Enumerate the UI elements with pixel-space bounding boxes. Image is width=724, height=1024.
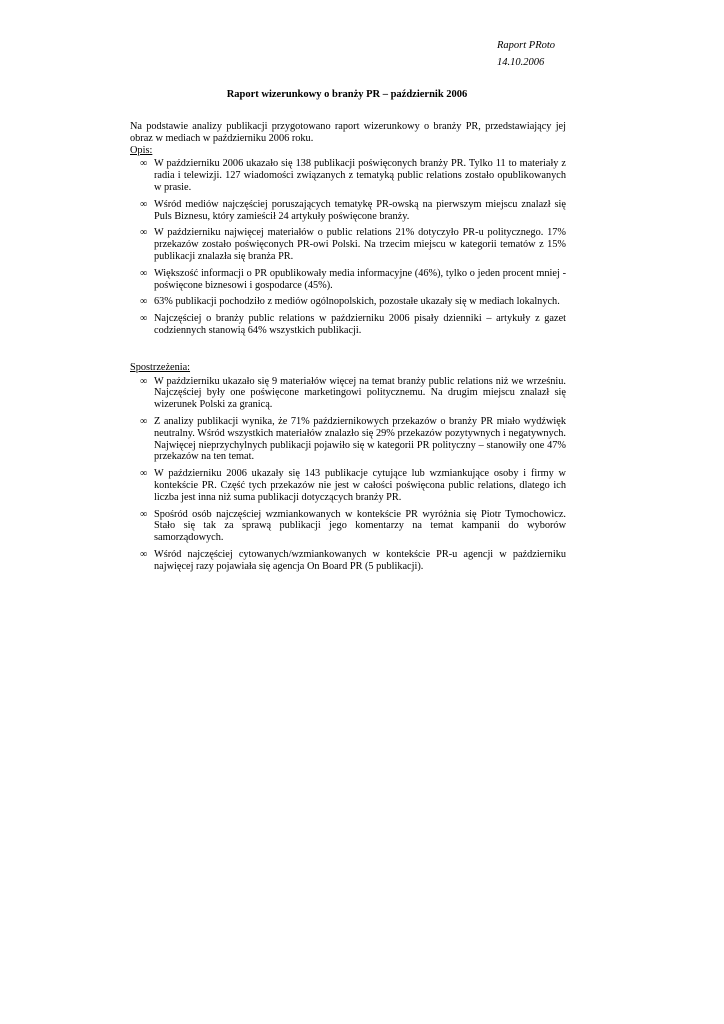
list-item	[130, 509, 566, 544]
section-heading-observations: Spostrzeżenia:	[130, 361, 191, 373]
list-item-text: W październiku ukazało się 9 materiałów więcej na temat branży public relations niż we wrześniu. Najczęściej były one poświęcone marketingowi politycznemu. Na drugim miejscu znalazł się wizerunek Polski za granicą.	[154, 375, 566, 411]
section-observations	[130, 362, 566, 573]
section-heading-description: Opis:	[130, 144, 153, 156]
list-item-text: Większość informacji o PR opublikowały media informacyjne (46%), tylko o jeden procent mniej - poświęcone biznesowi i gospodarce (45%).	[154, 267, 566, 291]
section-spacer	[130, 337, 566, 362]
list-item	[130, 158, 566, 193]
list-item-text: 63% publikacji pochodziło z mediów ogólnopolskich, pozostałe ukazały się w mediach lokalnych.	[154, 296, 560, 308]
document-body	[130, 121, 566, 573]
list-item-text: Spośród osób najczęściej wzmiankowanych w kontekście PR wyróżnia się Piotr Tymochowicz. Stało się tak za sprawą publikacji jego komentarzy na temat kampanii do wyborów samorządowych.	[154, 508, 566, 544]
section-description	[130, 145, 566, 337]
list-item	[130, 313, 566, 337]
list-item-text: Wśród najczęściej cytowanych/wzmiankowanych w kontekście PR-u agencji w październiku najwięcej razy pojawiała się agencja On Board PR (5 publikacji).	[154, 548, 566, 572]
list-item-text: W październiku 2006 ukazało się 138 publikacji poświęconych branży PR. Tylko 11 to materiały z radia i telewizji. 127 wiadomości związanych z tematyką public relations zostało opublikowanych w prasie.	[154, 158, 566, 193]
infinity-bullet-icon: ∞	[140, 198, 148, 210]
list-item-text: Najczęściej o branży public relations w październiku 2006 pisały dzienniki – artykuły z gazet codziennych stanowią 64% wszystkich publikacji.	[154, 313, 566, 336]
list-item	[130, 549, 566, 573]
infinity-bullet-icon: ∞	[140, 415, 148, 427]
document-header	[497, 37, 555, 71]
description-list	[130, 158, 566, 336]
list-item	[130, 268, 566, 292]
header-date: 14.10.2006	[497, 57, 545, 68]
infinity-bullet-icon: ∞	[140, 227, 148, 239]
list-item	[130, 416, 566, 463]
document-title: Raport wizerunkowy o branży PR – październik 2006	[226, 89, 468, 100]
list-item	[130, 227, 566, 262]
header-company: Raport PRoto	[497, 40, 556, 51]
infinity-bullet-icon: ∞	[140, 313, 148, 325]
intro-paragraph: Na podstawie analizy publikacji przygotowano raport wizerunkowy o branży PR, przedstawiający jej obraz w mediach w październiku 2006 roku.	[130, 121, 566, 144]
list-item-text: Wśród mediów najczęściej poruszających tematykę PR-owską na pierwszym miejscu znalazł się Puls Biznesu, który zamieścił 24 artykuły poświęcone branży.	[154, 198, 566, 222]
infinity-bullet-icon: ∞	[140, 296, 148, 308]
observations-list	[130, 376, 566, 573]
list-item-text: W październiku 2006 ukazały się 143 publikacje cytujące lub wzmiankujące osoby i firmy w kontekście PR. Część tych przekazów nie jest w całości poświęcona public relations, dlatego ich liczba jest inna niż suma publikacji dotyczących branży PR.	[154, 468, 566, 503]
list-item	[130, 468, 566, 503]
infinity-bullet-icon: ∞	[140, 468, 148, 480]
infinity-bullet-icon: ∞	[140, 267, 148, 279]
list-item-text: W październiku najwięcej materiałów o public relations 21% dotyczyło PR-u politycznego. 17% przekazów zostało poświęconych PR-owi Polski. Na trzecim miejscu w kategorii tematów z 15% publikacji znalazła się branża PR.	[154, 227, 566, 262]
list-item	[130, 199, 566, 223]
infinity-bullet-icon: ∞	[140, 158, 148, 170]
list-item	[130, 296, 566, 308]
infinity-bullet-icon: ∞	[140, 548, 148, 560]
list-item	[130, 376, 566, 411]
infinity-bullet-icon: ∞	[140, 375, 148, 387]
list-item-text: Z analizy publikacji wynika, że 71% październikowych przekazów o branży PR miało wydźwięk neutralny. Wśród wszystkich materiałów znalazło się 29% przekazów pozytywnych i negatywnych. Najwięcej nieprzychylnych publikacji pojawiło się w kategorii PR polityczny – stanowiły one 47% przekazów na ten temat.	[154, 415, 566, 463]
infinity-bullet-icon: ∞	[140, 508, 148, 520]
